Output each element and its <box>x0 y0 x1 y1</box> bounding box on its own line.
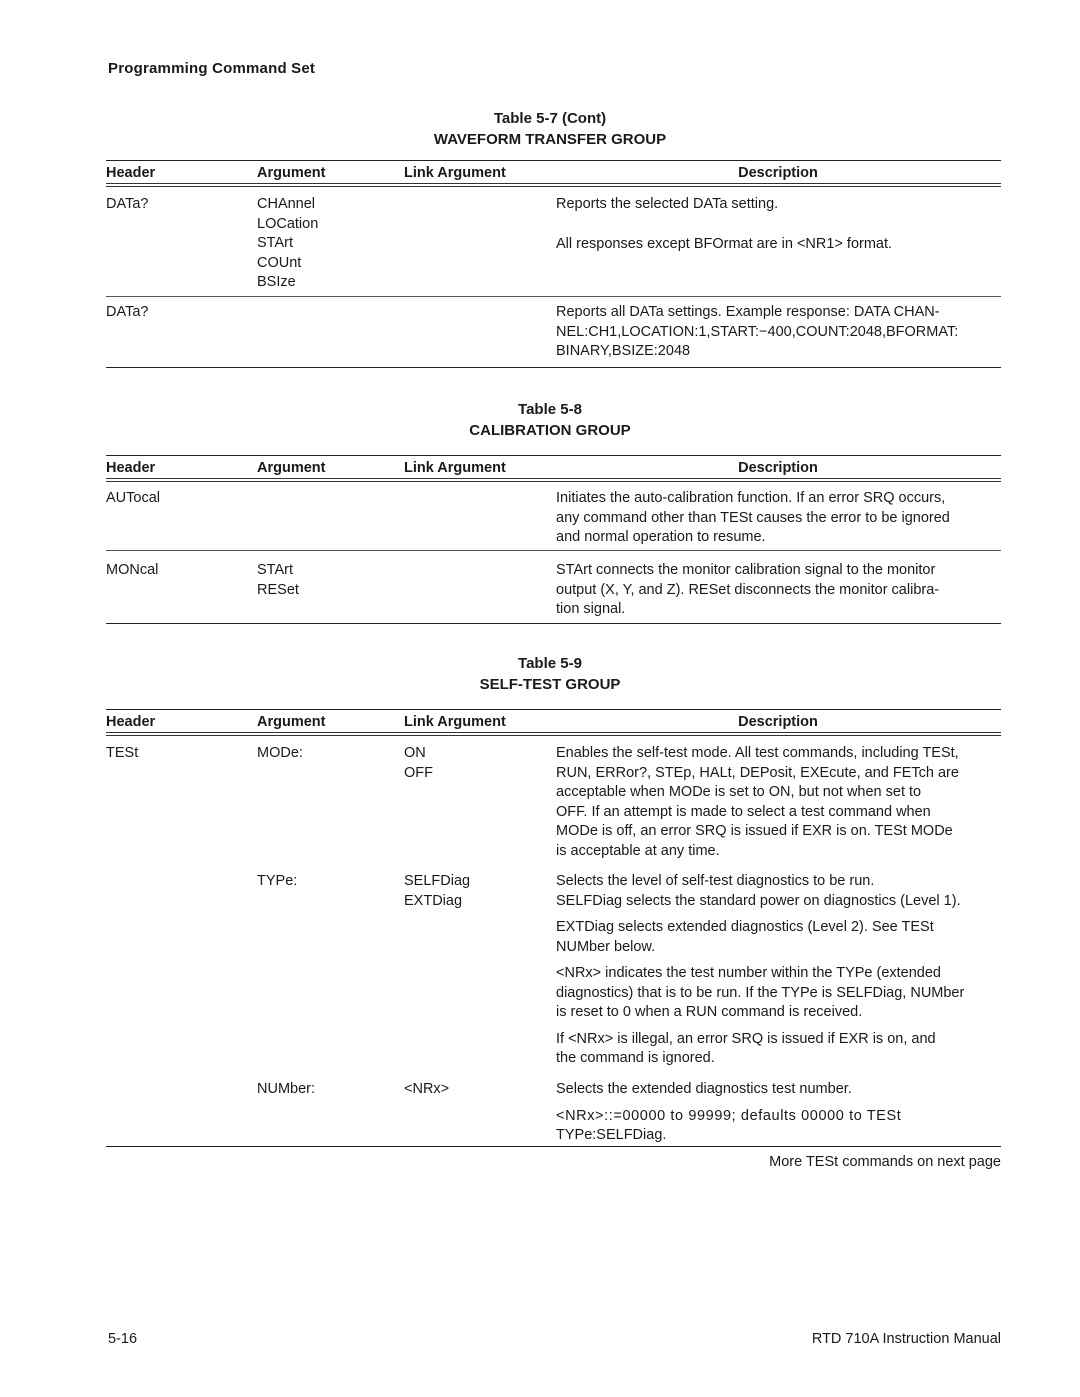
row-description <box>556 195 1000 254</box>
row-link-argument: <NRx> <box>404 1081 450 1097</box>
description-line: Reports the selected DATa setting. <box>556 196 779 212</box>
argument: CHAnnel <box>257 196 316 212</box>
col-header-argument: Argument <box>257 714 326 730</box>
manual-title: RTD 710A Instruction Manual <box>811 1331 1001 1347</box>
table-label: Table 5-8 <box>518 401 582 418</box>
table-bottom-rule <box>106 623 1001 624</box>
description-line: BINARY,BSIZE:2048 <box>556 343 691 359</box>
description-paragraph <box>556 1030 1000 1069</box>
calibration-table <box>106 455 1001 624</box>
col-header-description: Description <box>738 460 818 476</box>
description-line: Initiates the auto-calibration function. If an error SRQ occurs, <box>556 490 946 506</box>
row-header: DATa? <box>106 304 149 320</box>
row-divider <box>106 550 1001 551</box>
description-paragraph <box>556 964 1000 1023</box>
link-argument: SELFDiag <box>404 873 471 889</box>
description-paragraph <box>556 918 1000 957</box>
row-description <box>556 561 1000 620</box>
link-argument: OFF <box>404 764 433 781</box>
row-description <box>556 489 1000 548</box>
row-arguments <box>257 561 397 600</box>
table-row <box>106 872 1001 1080</box>
description-line: the command is ignored. <box>556 1050 715 1066</box>
description-line: SELFDiag selects the standard power on diagnostics (Level 1). <box>556 892 961 909</box>
table-bottom-rule <box>106 367 1001 368</box>
table-label: Table 5-9 <box>518 655 582 672</box>
description-paragraph <box>556 1107 1000 1146</box>
col-header-header: Header <box>106 714 156 730</box>
col-header-header: Header <box>106 165 156 181</box>
table-label: Table 5-7 (Cont) <box>493 110 607 127</box>
waveform-transfer-table <box>106 160 1001 368</box>
table-row <box>106 489 1001 551</box>
row-argument: NUMber: <box>257 1081 316 1097</box>
description-line: is reset to 0 when a RUN command is received. <box>556 1004 863 1020</box>
col-header-description: Description <box>738 165 818 181</box>
description-line: Enables the self-test mode. All test commands, including TESt, <box>556 745 959 761</box>
description-line: and normal operation to resume. <box>556 529 766 545</box>
table-header-row <box>106 161 1001 183</box>
argument: COUnt <box>257 254 302 271</box>
description-line: NUMber below. <box>556 938 656 955</box>
description-line: MODe is off, an error SRQ is issued if EXR is on. TESt MODe <box>556 823 953 839</box>
argument: BSIze <box>257 274 296 290</box>
row-divider <box>106 296 1001 297</box>
description-line: Selects the level of self-test diagnostics to be run. <box>556 873 875 889</box>
table-header-row <box>106 710 1001 732</box>
row-description <box>556 303 1000 362</box>
description-line: STArt connects the monitor calibration signal to the monitor <box>556 562 936 578</box>
argument: LOCation <box>257 215 319 232</box>
table-header-row <box>106 456 1001 478</box>
description-line: EXTDiag selects extended diagnostics (Level 2). See TESt <box>556 919 934 935</box>
col-header-argument: Argument <box>257 460 326 476</box>
row-description <box>556 744 1000 861</box>
description-line: All responses except BFOrmat are in <NR1> format. <box>556 235 893 252</box>
description-line: output (X, Y, and Z). RESet disconnects the monitor calibra- <box>556 581 940 598</box>
row-description <box>556 1080 1000 1153</box>
self-test-table <box>106 709 1001 1147</box>
table-caption <box>100 399 1000 441</box>
description-line: TYPe:SELFDiag. <box>556 1127 667 1143</box>
description-paragraph <box>556 872 1000 911</box>
running-header: Programming Command Set <box>108 60 316 77</box>
link-argument: ON <box>404 745 426 761</box>
argument: STArt <box>257 562 293 578</box>
description-line: Selects the extended diagnostics test number. <box>556 1081 852 1097</box>
continuation-note: More TESt commands on next page <box>769 1154 1001 1170</box>
row-header: DATa? <box>106 196 149 212</box>
page-number: 5-16 <box>108 1331 138 1347</box>
description-line: OFF. If an attempt is made to select a test command when <box>556 803 931 820</box>
col-header-link-argument: Link Argument <box>404 165 506 181</box>
argument: STArt <box>257 235 293 251</box>
description-line: Reports all DATa settings. Example response: DATA CHAN- <box>556 304 940 320</box>
description-paragraph <box>556 1080 1000 1100</box>
description-line: diagnostics) that is to be run. If the TYPe is SELFDiag, NUMber <box>556 984 965 1001</box>
row-arguments <box>257 195 397 293</box>
description-line: is acceptable at any time. <box>556 842 720 859</box>
description-line: acceptable when MODe is set to ON, but not when set to <box>556 784 922 800</box>
row-header: TESt <box>106 745 139 761</box>
description-line: <NRx>::=00000 to 99999; defaults 00000 to TESt <box>556 1107 902 1124</box>
row-description <box>556 872 1000 1076</box>
description-line: NEL:CH1,LOCATION:1,START:−400,COUNT:2048,BFORMAT: <box>556 323 959 340</box>
description-line: tion signal. <box>556 601 626 617</box>
col-header-header: Header <box>106 460 156 476</box>
table-row <box>106 744 1001 872</box>
table-title: CALIBRATION GROUP <box>469 422 631 439</box>
table-title: WAVEFORM TRANSFER GROUP <box>433 131 667 148</box>
row-header: MONcal <box>106 562 159 578</box>
table-caption <box>100 108 1000 150</box>
link-argument: EXTDiag <box>404 892 463 909</box>
row-argument: TYPe: <box>257 873 298 889</box>
description-line: RUN, ERRor?, STEp, HALt, DEPosit, EXEcute, and FETch are <box>556 764 959 781</box>
table-row <box>106 195 1001 293</box>
col-header-description: Description <box>738 714 818 730</box>
description-line: any command other than TESt causes the error to be ignored <box>556 509 950 526</box>
table-row <box>106 303 1001 367</box>
col-header-link-argument: Link Argument <box>404 460 506 476</box>
row-header: AUTocal <box>106 490 160 506</box>
argument: RESet <box>257 581 299 598</box>
description-line: <NRx> indicates the test number within the TYPe (extended <box>556 965 942 981</box>
row-link-arguments <box>404 744 544 783</box>
table-caption <box>100 653 1000 695</box>
table-row <box>106 1080 1001 1146</box>
col-header-argument: Argument <box>257 165 326 181</box>
table-title: SELF-TEST GROUP <box>479 676 621 693</box>
row-argument: MODe: <box>257 745 303 761</box>
description-line: If <NRx> is illegal, an error SRQ is issued if EXR is on, and <box>556 1030 936 1047</box>
row-link-arguments <box>404 872 544 911</box>
col-header-link-argument: Link Argument <box>404 714 506 730</box>
table-row <box>106 561 1001 623</box>
